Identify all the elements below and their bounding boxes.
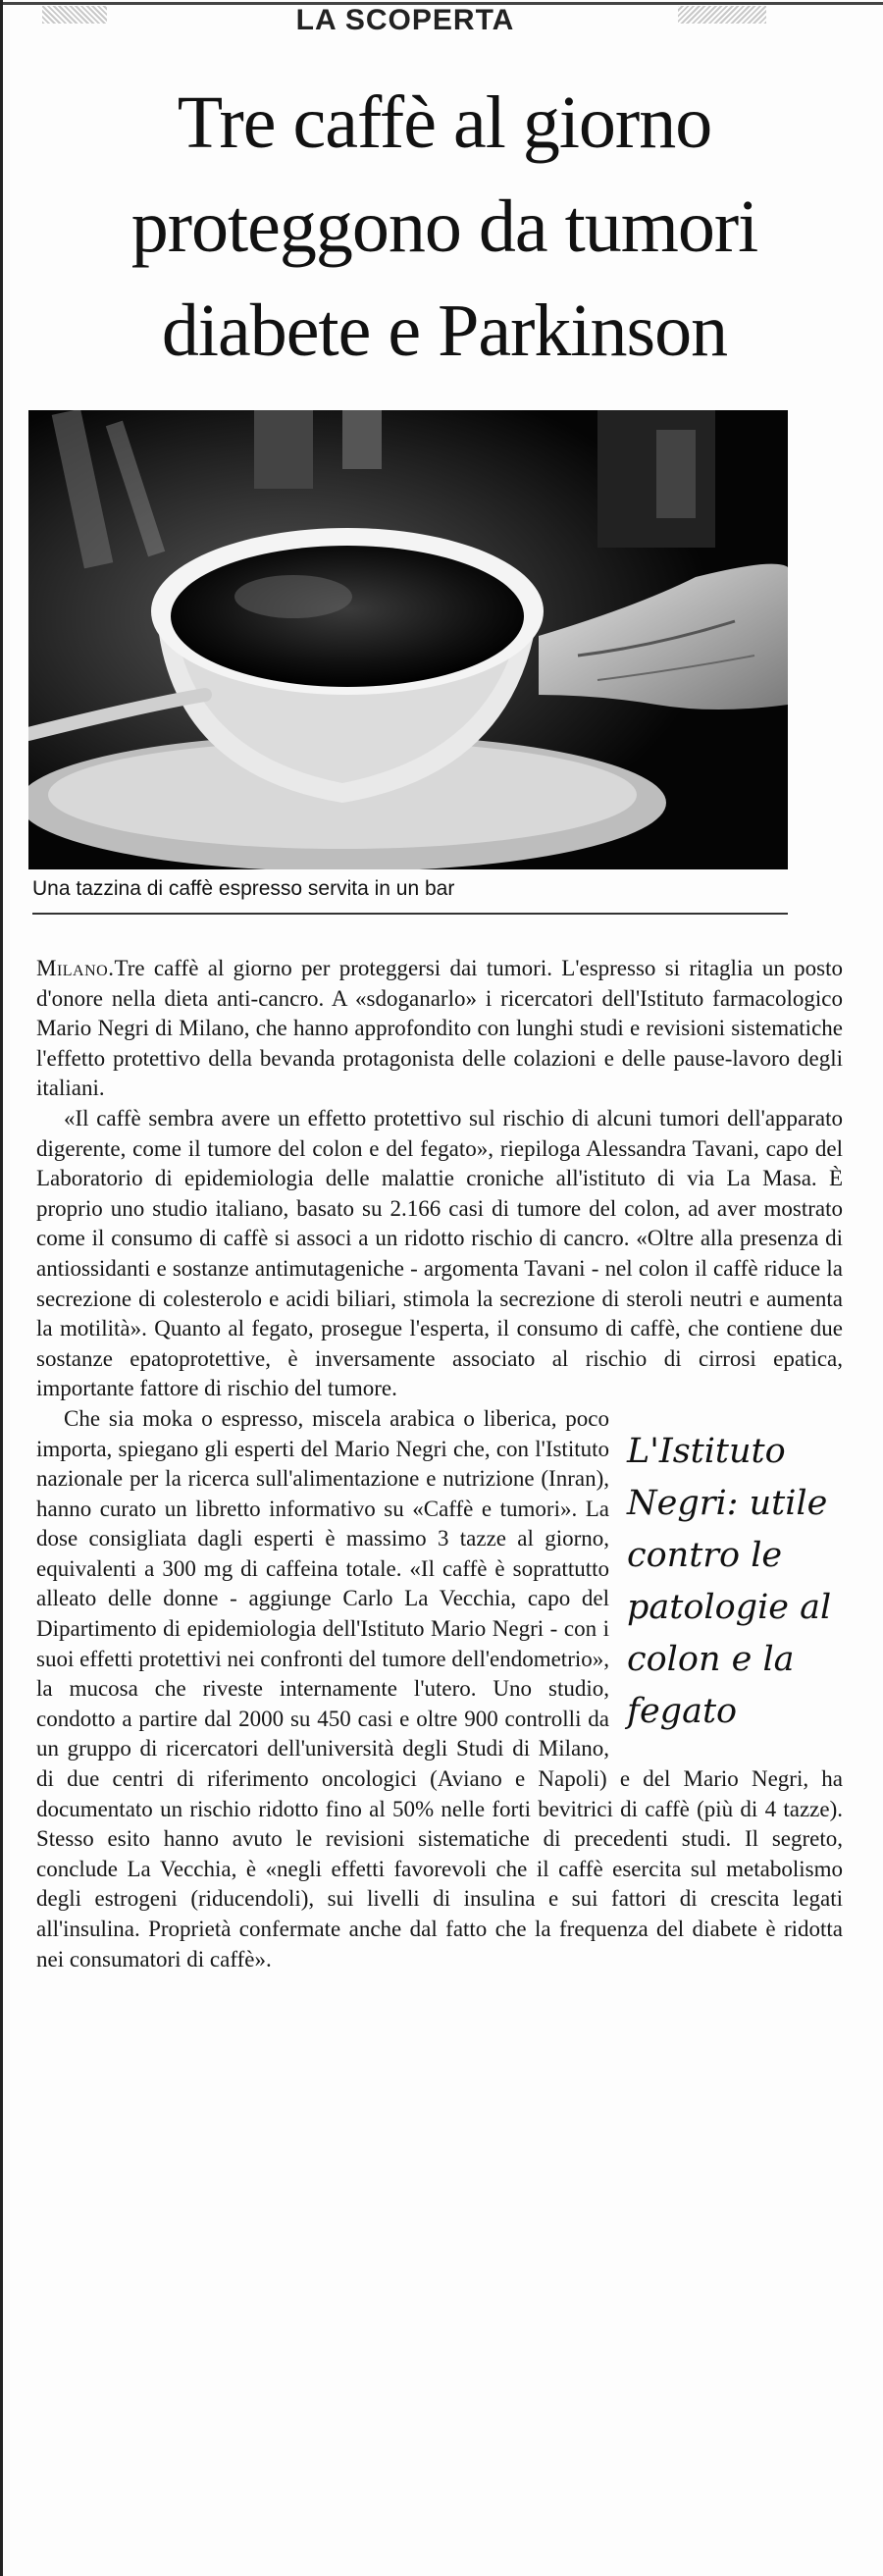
header-stamp-left [42,6,107,24]
article-paragraph-1-text: Tre caffè al giorno per proteggersi dai tumori. L'espresso si ritaglia un posto d'onore nella dieta anti-cancro. A «sdoganarlo» i ricercatori dell'Istituto farmacologico Mario Negri di Milano, che hanno approfondito con lunghi studi e revisioni sistematiche l'effetto protettivo della bevanda protagonista delle colazioni e delle pause-lavoro degli italiani. [36,956,843,1101]
headline-line-3: diabete e Parkinson [161,289,728,372]
photo-caption-area [32,873,788,915]
section-label: LA SCOPERTA [295,4,515,36]
headline-line-1: Tre caffè al giorno [177,81,712,164]
article-paragraph-3: Che sia moka o espresso, miscela arabica o liberica, poco importa, spiegano gli esperti del Mario Negri che, con l'Istituto nazionale per la ricerca sull'alimentazione e nutrizione (Inran), hanno curato un libretto informativo su «Caffè e tumori». La dose consigliata dagli esperti è massimo 3 tazze al giorno, equivalenti a 300 mg di caffeina totale. «Il caffè è soprattutto alleato delle donne - aggiunge Carlo La Vecchia, capo del Dipartimento di epidemiologia dell'Istituto Mario Negri - con i suoi effetti protettivi nei confronti del tumore dell'endometrio», la mucosa che riveste internamente l'utero. Uno studio, condotto a partire dal 2000 su 450 casi e oltre 900 controlli da un gruppo di ricercatori dell'università degli Studi di Milano, di due centri di riferimento oncologici (Aviano e Napoli) e del Mario Negri, ha documentato un rischio ridotto fino al 50% nelle forti bevitrici di caffè (più di 4 tazze). Stesso esito hanno avuto le revisioni sistematiche di precedenti studi. Il segreto, conclude La Vecchia, è «negli effetti favorevoli che il caffè esercita sul metabolismo degli estrogeni (riducendoli), sui livelli di insulina e sui fattori di crescita legati all'insulina. Proprietà confermate anche dal fatto che la frequenza del diabete è ridotta nei consumatori di caffè». [36,1405,843,1971]
pull-quote: L'Istituto Negri: utile contro le patologie al colon e la fegato [627,1431,832,1731]
article-body [36,954,843,1974]
dateline: Milano. [36,956,115,980]
article-paragraph-1 [36,954,843,1104]
photo-caption: Una tazzina di caffè espresso servita in un bar [32,877,455,900]
espresso-cup-photo [28,410,788,869]
headline [3,71,883,383]
headline-line-2: proteggono da tumori [130,185,758,268]
article-paragraph-2: «Il caffè sembra avere un effetto protettivo sul rischio di alcuni tumori dell'apparato digerente, come il tumore del colon e del fegato», riepiloga Alessandra Tavani, capo del Laboratorio di epidemiologia delle malattie croniche all'istituto di via La Masa. È proprio uno studio italiano, basato su 2.166 casi di tumore del colon, ad aver mostrato come il consumo di caffè si associ a un ridotto rischio di cancro. «Oltre alla presenza di antiossidanti e sostanze antimutageniche - argomenta Tavani - nel colon il caffè riduce la secrezione di colesterolo e acidi biliari, stimola la secrezione di steroli neutri e aumenta la motilità». Quanto al fegato, prosegue l'esperta, il consumo di caffè, che contiene due sostanze epatoprotettive, è inversamente associato al rischio di cirrosi epatica, importante fattore di rischio del tumore. [36,1105,843,1401]
header-stamp-right [678,6,766,24]
section-header [3,0,883,39]
espresso-cup-illustration [28,410,788,869]
